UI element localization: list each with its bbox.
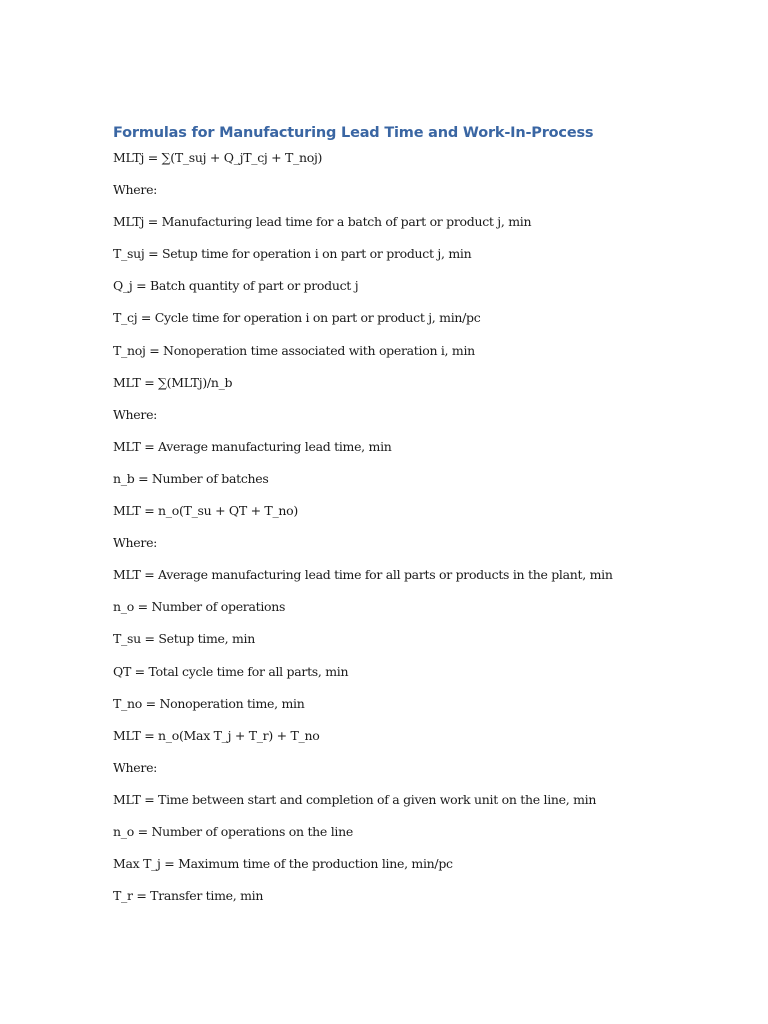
formula-line: T_cj = Cycle time for operation i on part or product j, min/pc <box>113 310 481 326</box>
formula-line: MLT = ∑(MLTj)/n_b <box>113 374 233 390</box>
formula-line: Where: <box>113 535 158 551</box>
formula-line: T_suj = Setup time for operation i on part or product j, min <box>113 246 472 262</box>
formula-line: Where: <box>113 182 158 198</box>
formula-line: T_su = Setup time, min <box>113 631 256 647</box>
document-heading: Formulas for Manufacturing Lead Time and Work-In-Process <box>113 125 594 141</box>
formula-line: MLTj = ∑(T_suj + Q_jT_cj + T_noj) <box>113 150 323 165</box>
formula-line: T_r = Transfer time, min <box>113 888 264 904</box>
formula-line: Q_j = Batch quantity of part or product j <box>113 278 359 294</box>
formula-line: Where: <box>113 759 158 775</box>
formula-line: QT = Total cycle time for all parts, min <box>113 663 349 679</box>
formula-line: n_o = Number of operations on the line <box>113 823 353 839</box>
formula-line: n_o = Number of operations <box>113 599 286 615</box>
formula-line: MLT = Average manufacturing lead time, min <box>113 438 392 454</box>
formula-line: n_b = Number of batches <box>113 470 269 486</box>
formula-line: MLT = n_o(T_su + QT + T_no) <box>113 503 298 519</box>
formula-line: MLTj = Manufacturing lead time for a batch of part or product j, min <box>113 214 532 230</box>
formula-line: Max T_j = Maximum time of the production line, min/pc <box>113 856 453 872</box>
formula-line: MLT = Average manufacturing lead time for all parts or products in the plant, min <box>113 567 613 583</box>
formula-line: Where: <box>113 406 158 422</box>
formula-list <box>113 148 613 918</box>
formula-line: T_no = Nonoperation time, min <box>113 695 305 711</box>
formula-line: MLT = n_o(Max T_j + T_r) + T_no <box>113 727 320 743</box>
formula-line: T_noj = Nonoperation time associated with operation i, min <box>113 342 475 358</box>
formula-line: MLT = Time between start and completion of a given work unit on the line, min <box>113 791 597 807</box>
